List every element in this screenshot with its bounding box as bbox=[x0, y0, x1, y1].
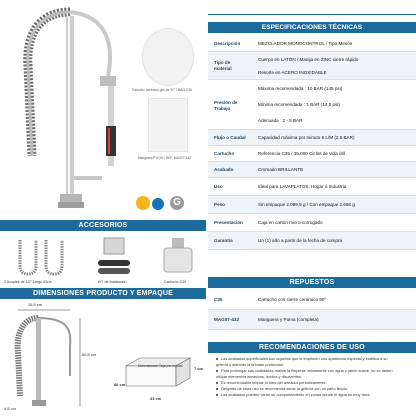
spare-code: MAG07-432 bbox=[214, 317, 240, 322]
hoses-caption: 2 Acoples de 1/2" Largo 40cm bbox=[4, 280, 52, 284]
spec-value: Máxima recomendada : 10 BAR (145 psi) bbox=[258, 86, 343, 91]
box-width-label: 33 cm bbox=[150, 396, 162, 401]
spec-value: Resorte en ACERO INOXIDABLE bbox=[258, 70, 327, 75]
spec-value: Cuerpo en LATÓN / Manija en ZINC cierre rápido bbox=[258, 57, 359, 62]
box-height-label: 7 cm bbox=[194, 366, 204, 371]
cartridge-icon bbox=[158, 236, 198, 278]
spec-key: Presión de bbox=[214, 100, 238, 105]
spec-key: Peso bbox=[214, 202, 225, 207]
spec-key: Presentación bbox=[214, 220, 243, 225]
list-item: Las acabados superficiales son aquellos que le imprimen una apariencia especial y estética a su bbox=[216, 356, 412, 362]
spec-value: Un (1) año a partir de la fecha de compra bbox=[258, 238, 343, 243]
brand-logo-icon: G bbox=[170, 196, 184, 210]
box-caption: Dimensiones Caja por unidad bbox=[138, 364, 183, 368]
table-row bbox=[208, 178, 416, 196]
install-kit-icon bbox=[94, 236, 134, 278]
spec-key: Trabajo bbox=[214, 106, 231, 111]
spares-header: REPUESTOS bbox=[208, 277, 416, 288]
warranty-badge-icon bbox=[136, 196, 150, 210]
cartridge-caption: Cartucho cerámico giro de 90° / MAG-C35 bbox=[132, 88, 192, 92]
product-hero bbox=[0, 0, 206, 218]
spec-key: Garantía bbox=[214, 238, 233, 243]
spec-value: Cromado BRILLANTE bbox=[258, 167, 304, 172]
list-item: Después de cada uso se recomienda secar la grifería con un paño limpio. bbox=[216, 386, 412, 392]
height-label: 69,5 cm bbox=[82, 352, 97, 357]
hose-icon bbox=[10, 236, 70, 276]
spec-key: Tipo de bbox=[214, 60, 231, 65]
spare-code: C35 bbox=[214, 297, 223, 302]
spec-key: Uso bbox=[214, 184, 223, 189]
list-item: grifería y además la brindan protección. bbox=[216, 362, 285, 367]
accessory-hoses bbox=[0, 232, 80, 286]
table-row bbox=[208, 214, 416, 232]
accessories-header: ACCESORIOS bbox=[0, 220, 206, 231]
box-depth-label: 86 cm bbox=[114, 382, 126, 387]
recommendations-header: RECOMENDACIONES DE USO bbox=[208, 342, 416, 353]
accessory-cartridge bbox=[152, 232, 206, 286]
spec-value: Adecuada : 2 - 5 BAR bbox=[258, 118, 303, 123]
table-row bbox=[208, 290, 416, 310]
hose-caption: Manguera PVC90 / REF. MAG07-432 bbox=[138, 156, 191, 160]
table-row bbox=[208, 80, 416, 130]
spec-value: Referencia C35 / 35.000 Ciclos de vida útil bbox=[258, 151, 345, 156]
spare-desc: Manguera y Poma (completa) bbox=[258, 317, 319, 322]
list-item: Es recomendable limpiar el filtro del aireador periódicamente. bbox=[216, 380, 412, 386]
spec-value: MEZCLADOR MONOCONTROL / Tipo Mesón bbox=[258, 41, 353, 46]
spec-value: Ideal para LAVAPLATOS, Hogar ó Industria bbox=[258, 184, 347, 189]
dimensions-header: DIMENSIONES PRODUCTO Y EMPAQUE bbox=[0, 288, 206, 299]
table-row bbox=[208, 130, 416, 146]
spec-value: Capacidad máxima por minuto 6 L/M (2.5 BAR) bbox=[258, 135, 355, 140]
table-row bbox=[208, 52, 416, 80]
right-column bbox=[208, 0, 416, 416]
spec-value: Caja en cartón micro-corrugado bbox=[258, 220, 323, 225]
spec-value: Sin empaque 2.099,5 g / Con empaque 2.656 g bbox=[258, 202, 355, 207]
spec-top-rule bbox=[208, 14, 416, 22]
faucet-image bbox=[8, 6, 128, 214]
table-row bbox=[208, 232, 416, 250]
recommendations-list bbox=[216, 356, 412, 398]
list-item: Las acabados pueden variar su comportamiento en zonas donde el agua es muy dura. bbox=[216, 392, 412, 398]
spec-key: Descripción bbox=[214, 41, 241, 46]
table-row bbox=[208, 310, 416, 330]
left-column bbox=[0, 0, 206, 416]
spec-value: Mínima recomendada : 1 BAR (14,5 psi) bbox=[258, 102, 340, 107]
spec-key: material bbox=[214, 66, 232, 71]
box-drawing bbox=[120, 352, 196, 392]
spec-key: Acabado bbox=[214, 167, 234, 172]
table-row bbox=[208, 196, 416, 214]
base-label: 4,5 cm bbox=[4, 406, 17, 411]
accessory-kit bbox=[90, 232, 140, 286]
spare-desc: Cartucho con cierre cerámico 90° bbox=[258, 297, 327, 302]
faucet-dimension-drawing bbox=[8, 306, 88, 410]
list-item: Para prolongar sus cualidades realice la limpieza únicamente con agua y jabón suave, no se deben bbox=[216, 368, 412, 374]
spec-key: Cartucho bbox=[214, 151, 235, 156]
cartridge-thumbnail bbox=[142, 28, 194, 86]
cartridge-caption-acc: Cartucho C35 bbox=[164, 280, 187, 284]
list-item: utilizar elementos abrasivos, ácidos y disolventes. bbox=[216, 374, 303, 379]
spec-key: Flujo o Caudal bbox=[214, 135, 246, 140]
table-row bbox=[208, 162, 416, 178]
table-row bbox=[208, 146, 416, 162]
table-row bbox=[208, 36, 416, 52]
kit-caption: KIT de instalación bbox=[98, 280, 127, 284]
specs-header: ESPECIFICACIONES TÉCNICAS bbox=[208, 22, 416, 33]
width-label: 26,5 cm bbox=[28, 302, 43, 307]
hose-thumbnail bbox=[148, 98, 188, 152]
certification-badge-icon bbox=[152, 198, 164, 210]
dimensions-drawing bbox=[0, 300, 206, 416]
